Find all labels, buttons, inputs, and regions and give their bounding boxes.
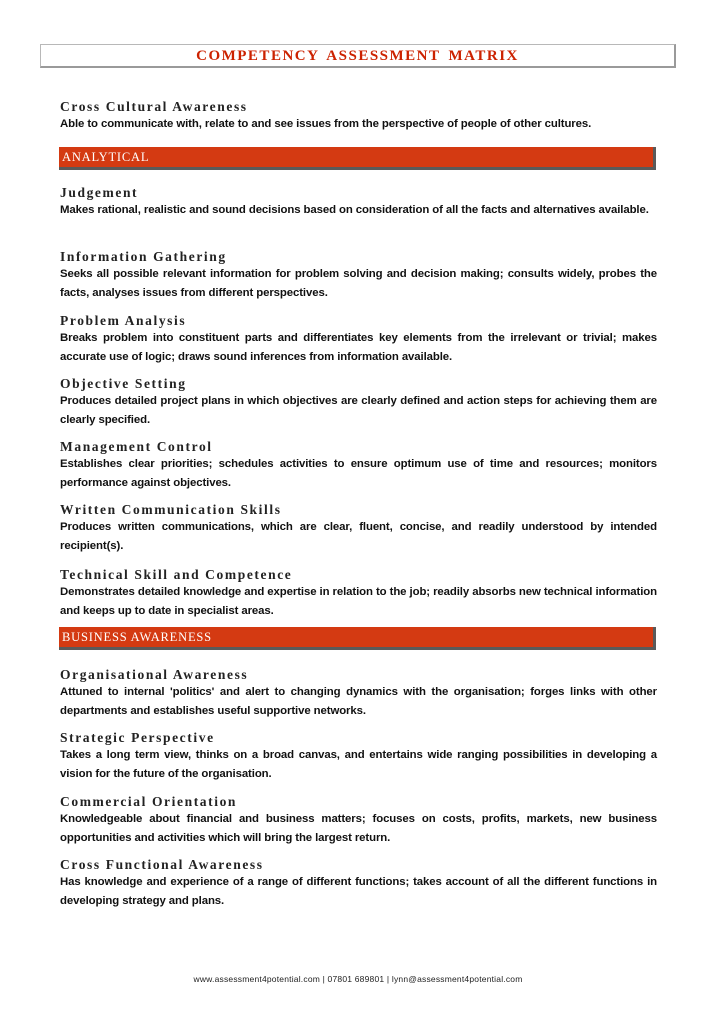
document-title-box (40, 44, 676, 68)
competency-cross-functional-awareness (60, 856, 657, 911)
competency-problem-analysis (60, 312, 657, 367)
competency-heading: Management Control (60, 439, 213, 454)
section-label: BUSINESS AWARENESS (62, 630, 212, 644)
section-band-analytical (59, 147, 656, 170)
competency-heading: Objective Setting (60, 376, 187, 391)
page-footer-contact: www.assessment4potential.com | 07801 689801 | lynn@assessment4potential.com (193, 974, 523, 984)
competency-strategic-perspective (60, 729, 657, 784)
competency-commercial-orientation (60, 793, 657, 848)
competency-organisational-awareness (60, 666, 657, 721)
competency-information-gathering (60, 248, 657, 303)
competency-judgement (60, 184, 657, 220)
competency-description: Has knowledge and experience of a range of different functions; takes account of all the different functions in developing strategy and plans. (60, 876, 657, 907)
section-label: ANALYTICAL (62, 150, 150, 164)
competency-cross-cultural-awareness (60, 98, 657, 134)
competency-technical-skill (60, 566, 657, 621)
competency-objective-setting (60, 375, 657, 430)
competency-heading: Cross Cultural Awareness (60, 99, 248, 114)
competency-heading: Judgement (60, 185, 139, 200)
competency-description: Attuned to internal 'politics' and alert to changing dynamics with the organisation; forges links with other departments and establishes useful supportive networks. (60, 686, 657, 717)
competency-heading: Commercial Orientation (60, 794, 238, 809)
competency-description: Demonstrates detailed knowledge and expertise in relation to the job; readily absorbs new technical information and keeps up to date in specialist areas. (60, 586, 657, 617)
competency-description: Breaks problem into constituent parts and differentiates key elements from the irrelevant or trivial; makes accurate use of logic; draws sound inferences from information available. (60, 332, 657, 363)
competency-description: Knowledgeable about financial and business matters; focuses on costs, profits, markets, new business opportunities and activities which will bring the largest return. (60, 813, 657, 844)
competency-description: Makes rational, realistic and sound decisions based on consideration of all the facts and alternatives available. (60, 204, 649, 216)
competency-description: Able to communicate with, relate to and see issues from the perspective of people of other cultures. (60, 118, 592, 130)
competency-description: Seeks all possible relevant information for problem solving and decision making; consults widely, probes the facts, analyses issues from different perspectives. (60, 268, 657, 299)
competency-heading: Problem Analysis (60, 313, 187, 328)
competency-description: Produces detailed project plans in which objectives are clearly defined and action steps for achieving them are clearly specified. (60, 395, 657, 426)
competency-heading: Written Communication Skills (60, 502, 282, 517)
competency-heading: Information Gathering (60, 249, 227, 264)
competency-written-communication-skills (60, 501, 657, 556)
competency-heading: Cross Functional Awareness (60, 857, 264, 872)
competency-heading: Strategic Perspective (60, 730, 215, 745)
competency-heading: Organisational Awareness (60, 667, 249, 682)
document-title: COMPETENCY ASSESSMENT MATRIX (196, 48, 519, 64)
competency-description: Produces written communications, which are clear, fluent, concise, and readily understood by intended recipient(s). (60, 521, 657, 552)
competency-description: Takes a long term view, thinks on a broad canvas, and entertains wide ranging possibilities in developing a vision for the future of the organisation. (60, 749, 657, 780)
section-band-business-awareness (59, 627, 656, 650)
competency-description: Establishes clear priorities; schedules activities to ensure optimum use of time and resources; monitors performance against objectives. (60, 458, 657, 489)
competency-management-control (60, 438, 657, 493)
competency-heading: Technical Skill and Competence (60, 567, 293, 582)
